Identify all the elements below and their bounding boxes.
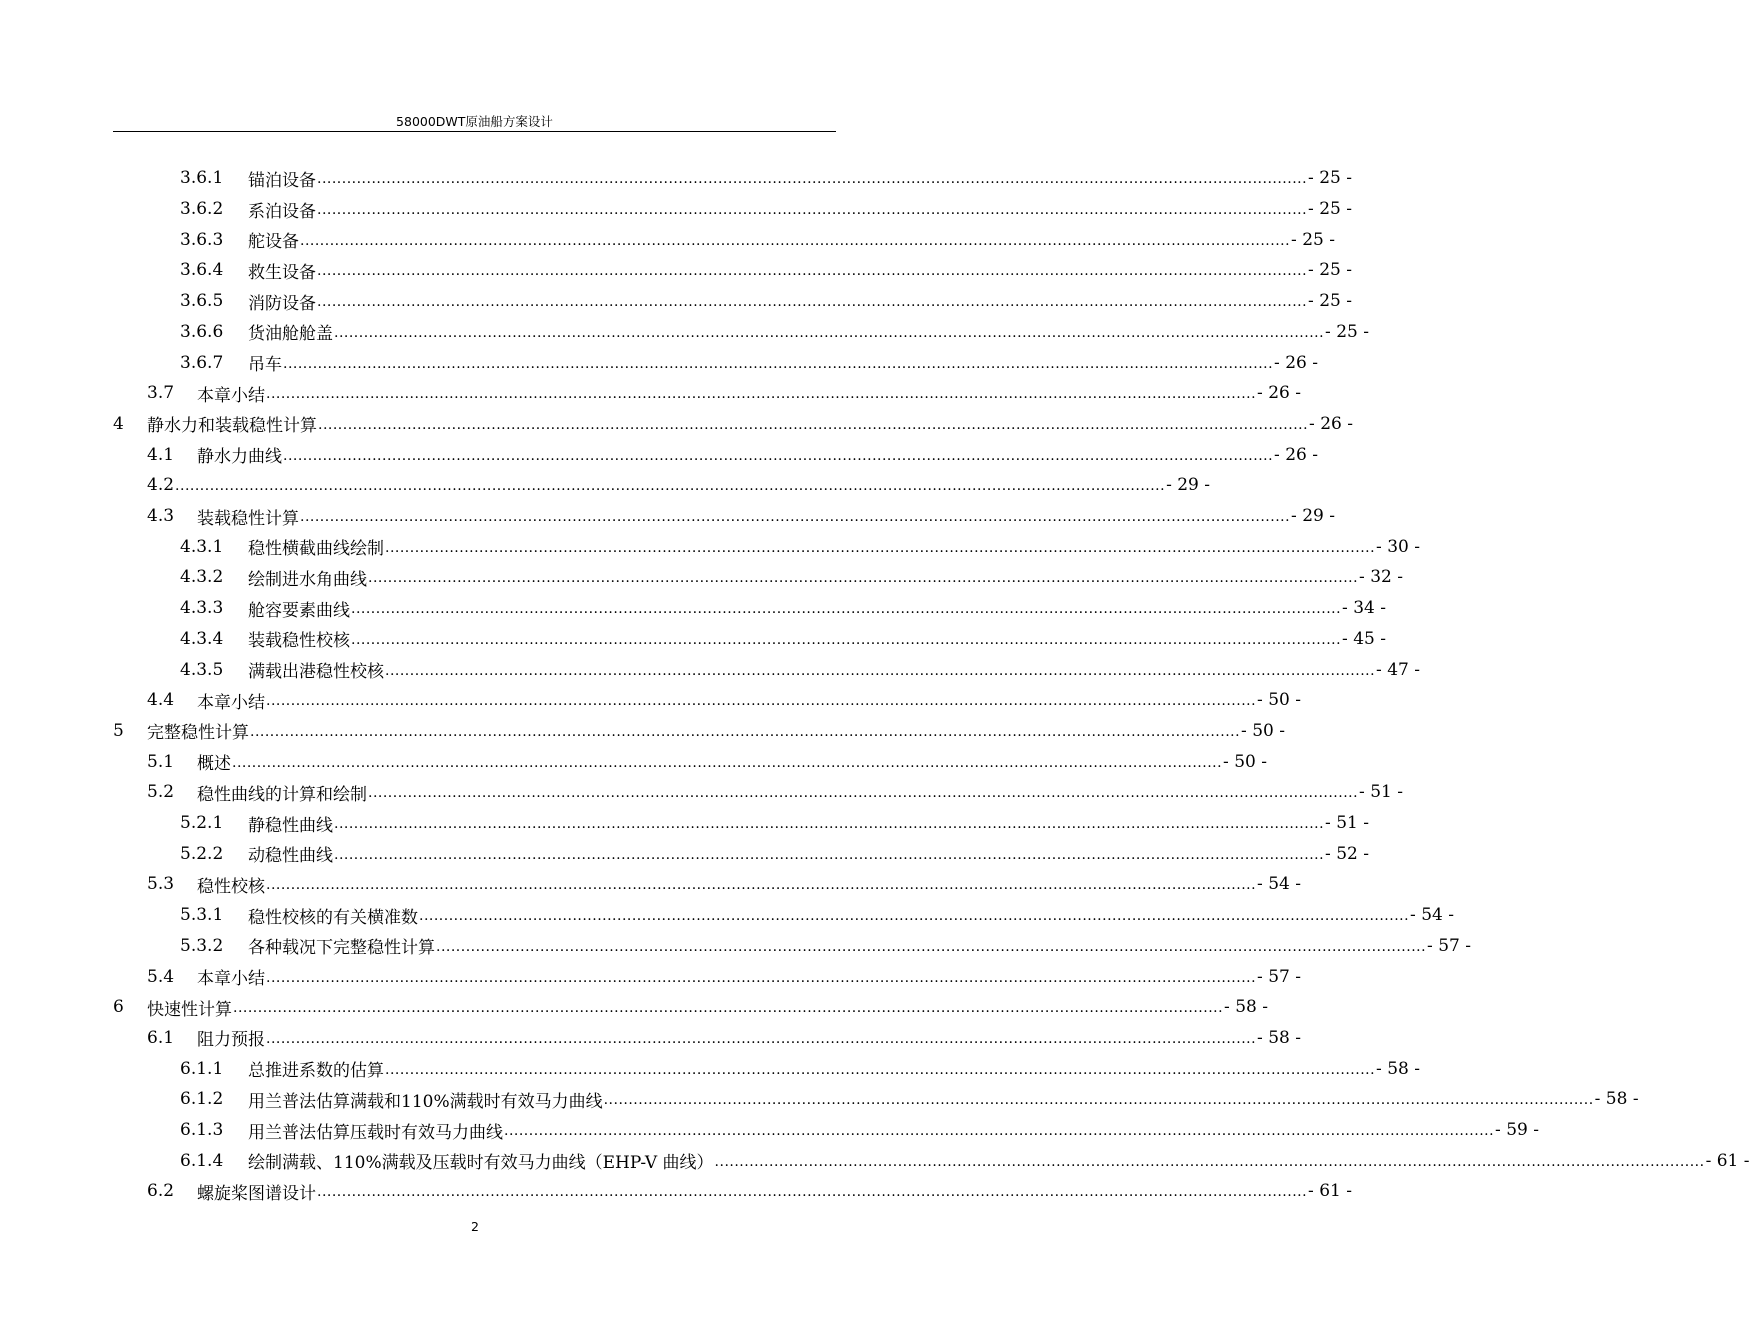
toc-entry-title: 稳性横截曲线绘制 [248,539,384,560]
toc-entry-title: 本章小结 [197,969,265,990]
toc-entry-page: - 57 - [1427,935,1471,956]
toc-entry[interactable] [180,286,1352,317]
toc-entry[interactable] [180,163,1352,194]
toc-entry-number: 6 [113,997,124,1018]
toc-leader-dots: ........................................................................................................................................................................................................ [317,171,1308,188]
toc-entry-number: 5.3 [147,874,175,895]
toc-entry-page: - 26 - [1274,444,1318,465]
toc-leader-dots: ........................................................................................................................................................................................................ [334,324,1325,341]
toc-entry-title: 快速性计算 [147,999,232,1020]
toc-entry[interactable] [180,593,1386,624]
toc-leader-dots: ........................................................................................................................................................................................................ [351,601,1342,618]
toc-entry-title: 静水力和装载稳性计算 [147,416,317,437]
toc-entry-page: - 47 - [1376,659,1420,680]
toc-entry-title: 各种载况下完整稳性计算 [248,938,435,959]
header-divider [113,131,836,132]
toc-entry[interactable] [147,777,1403,808]
toc-entry-number: 5.3.1 [180,905,224,926]
toc-entry-title: 静水力曲线 [197,447,282,468]
toc-leader-dots: ........................................................................................................................................................................................................ [385,662,1376,679]
toc-leader-dots: ........................................................................................................................................................................................................ [283,447,1274,464]
toc-entry[interactable] [147,685,1301,716]
toc-entry-title: 总推进系数的估算 [248,1061,384,1082]
toc-entry-title: 舵设备 [248,232,299,253]
toc-entry-page: - 26 - [1257,383,1301,404]
toc-entry[interactable] [180,931,1471,962]
toc-entry[interactable] [180,808,1369,839]
toc-entry[interactable] [180,347,1318,378]
toc-entry[interactable] [113,992,1268,1023]
toc-entry[interactable] [180,562,1403,593]
toc-entry-title: 锚泊设备 [248,170,316,191]
toc-leader-dots: ........................................................................................................................................................................................................ [385,1061,1376,1078]
toc-leader-dots: ........................................................................................................................................................................................................ [233,1000,1224,1017]
toc-entry-number: 4.3.4 [180,628,224,649]
toc-leader-dots: ........................................................................................................................................................................................................ [436,938,1427,955]
toc-entry-page: - 51 - [1359,782,1403,803]
toc-entry-page: - 50 - [1223,751,1267,772]
toc-leader-dots: ........................................................................................................................................................................................................ [334,816,1325,833]
toc-entry-title: 稳性校核 [197,876,265,897]
toc-entry-page: - 58 - [1594,1089,1639,1110]
toc-entry-number: 6.1 [147,1027,175,1048]
toc-entry-page: - 57 - [1257,966,1301,987]
toc-entry-title: 稳性校核的有关横准数 [248,907,418,928]
toc-entry-title: 舱容要素曲线 [248,600,350,621]
toc-entry-number: 5.1 [147,751,175,772]
toc-entry-title: 螺旋桨图谱设计 [197,1183,316,1204]
toc-leader-dots: ........................................................................................................................................................................................................ [266,1030,1257,1047]
toc-entry-page: - 30 - [1376,536,1420,557]
toc-entry-number: 3.6.1 [180,168,224,189]
toc-entry-title: 静稳性曲线 [248,815,333,836]
toc-entry-page: - 59 - [1495,1120,1539,1141]
toc-leader-dots: ........................................................................................................................................................................................................ [334,846,1325,863]
toc-entry-page: - 52 - [1325,843,1369,864]
toc-entry-number: 4.3 [147,506,175,527]
toc-entry-number: 4.3.5 [180,659,224,680]
toc-entry[interactable] [180,255,1352,286]
toc-entry[interactable] [147,470,1211,501]
toc-entry[interactable] [180,1053,1420,1084]
toc-leader-dots: ........................................................................................................................................................................................................ [232,754,1223,771]
toc-entry[interactable] [180,838,1369,869]
toc-entry[interactable] [180,654,1420,685]
toc-entry-number: 5 [113,720,124,741]
toc-entry-title: 本章小结 [197,385,265,406]
toc-entry-number: 4.3.3 [180,598,224,619]
toc-entry-number: 5.2.1 [180,813,224,834]
toc-entry[interactable] [180,624,1386,655]
toc-entry-title: 完整稳性计算 [147,723,249,744]
toc-entry-number: 4 [113,413,124,434]
toc-entry-number: 6.1.3 [180,1120,224,1141]
toc-entry-title: 绘制满载、110%满载及压载时有效马力曲线（EHP-V 曲线） [248,1153,714,1174]
toc-entry-page: - 50 - [1257,690,1301,711]
toc-entry[interactable] [147,378,1301,409]
toc-entry-number: 6.1.2 [180,1089,224,1110]
toc-entry-title: 动稳性曲线 [248,846,333,867]
toc-entry-title: 概述 [197,754,231,775]
toc-entry-title: 装载稳性校核 [248,631,350,652]
toc-entry-number: 4.1 [147,444,175,465]
toc-entry-number: 3.6.6 [180,321,224,342]
toc-leader-dots: ........................................................................................................................................................................................................ [266,386,1257,403]
toc-entry-number: 5.4 [147,966,175,987]
toc-entry-page: - 25 - [1308,291,1352,312]
toc-entry[interactable] [147,1023,1301,1054]
toc-leader-dots: ........................................................................................................................................................................................................ [351,631,1342,648]
toc-leader-dots: ........................................................................................................................................................................................................ [317,294,1308,311]
toc-leader-dots: ........................................................................................................................................................................................................ [714,1153,1705,1170]
toc-entry-page: - 54 - [1410,905,1454,926]
toc-leader-dots: ........................................................................................................................................................................................................ [283,355,1274,372]
toc-entry-number: 6.1.4 [180,1150,224,1171]
toc-entry-page: - 25 - [1291,229,1335,250]
toc-leader-dots: ........................................................................................................................................................................................................ [368,785,1359,802]
toc-entry-number: 3.6.7 [180,352,224,373]
toc-entry-title: 装载稳性计算 [197,508,299,529]
toc-entry[interactable] [147,1176,1352,1207]
toc-entry-number: 4.4 [147,690,175,711]
toc-entry-page: - 29 - [1291,506,1335,527]
toc-entry[interactable] [180,224,1335,255]
toc-entry[interactable] [180,1115,1539,1146]
toc-entry-page: - 50 - [1241,720,1285,741]
toc-leader-dots: ........................................................................................................................................................................................................ [266,693,1257,710]
page-header: 58000DWT原油船方案设计 [396,114,553,129]
toc-entry-number: 4.3.2 [180,567,224,588]
toc-entry[interactable] [180,317,1369,348]
toc-entry-number: 6.2 [147,1181,175,1202]
page-number: 2 [471,1219,479,1234]
toc-entry-page: - 26 - [1274,352,1318,373]
toc-leader-dots: ........................................................................................................................................................................................................ [318,416,1309,433]
toc-entry[interactable] [147,501,1335,532]
toc-entry-page: - 58 - [1376,1058,1420,1079]
toc-entry-number: 6.1.1 [180,1058,224,1079]
toc-leader-dots: ........................................................................................................................................................................................................ [317,263,1308,280]
toc-leader-dots: ........................................................................................................................................................................................................ [504,1123,1495,1140]
toc-entry-page: - 25 - [1308,199,1352,220]
toc-entry[interactable] [180,1084,1639,1115]
toc-entry-page: - 25 - [1325,321,1369,342]
toc-entry-number: 3.6.4 [180,260,224,281]
toc-entry-number: 5.2.2 [180,843,224,864]
toc-leader-dots: ........................................................................................................................................................................................................ [419,908,1410,925]
toc-entry[interactable] [113,716,1285,747]
toc-entry[interactable] [147,439,1318,470]
toc-entry-title: 本章小结 [197,692,265,713]
toc-leader-dots: ........................................................................................................................................................................................................ [317,1184,1308,1201]
toc-entry-page: - 61 - [1705,1150,1750,1171]
toc-entry-number: 4.3.1 [180,536,224,557]
toc-leader-dots: ........................................................................................................................................................................................................ [175,478,1166,495]
toc-entry-page: - 25 - [1308,168,1352,189]
toc-entry-title: 用兰普法估算压载时有效马力曲线 [248,1122,503,1143]
toc-entry[interactable] [180,1145,1750,1176]
toc-entry[interactable] [147,746,1267,777]
toc-leader-dots: ........................................................................................................................................................................................................ [266,969,1257,986]
toc-entry[interactable] [180,194,1352,225]
toc-entry-number: 3.7 [147,383,175,404]
toc-entry-number: 3.6.2 [180,199,224,220]
toc-entry-number: 3.6.3 [180,229,224,250]
toc-entry-page: - 32 - [1359,567,1403,588]
toc-entry-page: - 54 - [1257,874,1301,895]
toc-entry-title: 吊车 [248,355,282,376]
toc-entry-title: 系泊设备 [248,201,316,222]
toc-entry-title: 货油舱舱盖 [248,324,333,345]
toc-leader-dots: ........................................................................................................................................................................................................ [300,509,1291,526]
toc-entry[interactable] [147,869,1301,900]
toc-leader-dots: ........................................................................................................................................................................................................ [603,1092,1594,1109]
toc-leader-dots: ........................................................................................................................................................................................................ [368,570,1359,587]
toc-entry-page: - 58 - [1257,1027,1301,1048]
toc-entry-number: 5.2 [147,782,175,803]
toc-entry-page: - 51 - [1325,813,1369,834]
toc-entry-number: 3.6.5 [180,291,224,312]
toc-entry-page: - 29 - [1166,475,1211,496]
toc-entry-page: - 58 - [1224,997,1268,1018]
toc-leader-dots: ........................................................................................................................................................................................................ [317,202,1308,219]
toc-entry-title: 救生设备 [248,262,316,283]
toc-leader-dots: ........................................................................................................................................................................................................ [300,232,1291,249]
toc-entry-number: 5.3.2 [180,935,224,956]
toc-entry[interactable] [147,961,1301,992]
toc-entry-number: 4.2 [147,475,175,496]
toc-entry-title: 绘制进水角曲线 [248,569,367,590]
toc-entry[interactable] [180,531,1420,562]
toc-entry-page: - 25 - [1308,260,1352,281]
toc-entry-title: 稳性曲线的计算和绘制 [197,784,367,805]
toc-entry[interactable] [180,900,1454,931]
toc-entry-page: - 34 - [1342,598,1386,619]
toc-leader-dots: ........................................................................................................................................................................................................ [385,539,1376,556]
toc-entry-title: 消防设备 [248,293,316,314]
toc-entry-page: - 61 - [1308,1181,1352,1202]
toc-entry-page: - 26 - [1309,413,1353,434]
toc-leader-dots: ........................................................................................................................................................................................................ [250,723,1241,740]
toc-entry-title: 阻力预报 [197,1030,265,1051]
toc-entry-title: 用兰普法估算满载和110%满载时有效马力曲线 [248,1091,603,1112]
toc-entry[interactable] [113,409,1353,440]
toc-entry-title: 满载出港稳性校核 [248,662,384,683]
toc-leader-dots: ........................................................................................................................................................................................................ [266,877,1257,894]
toc-entry-page: - 45 - [1342,628,1386,649]
